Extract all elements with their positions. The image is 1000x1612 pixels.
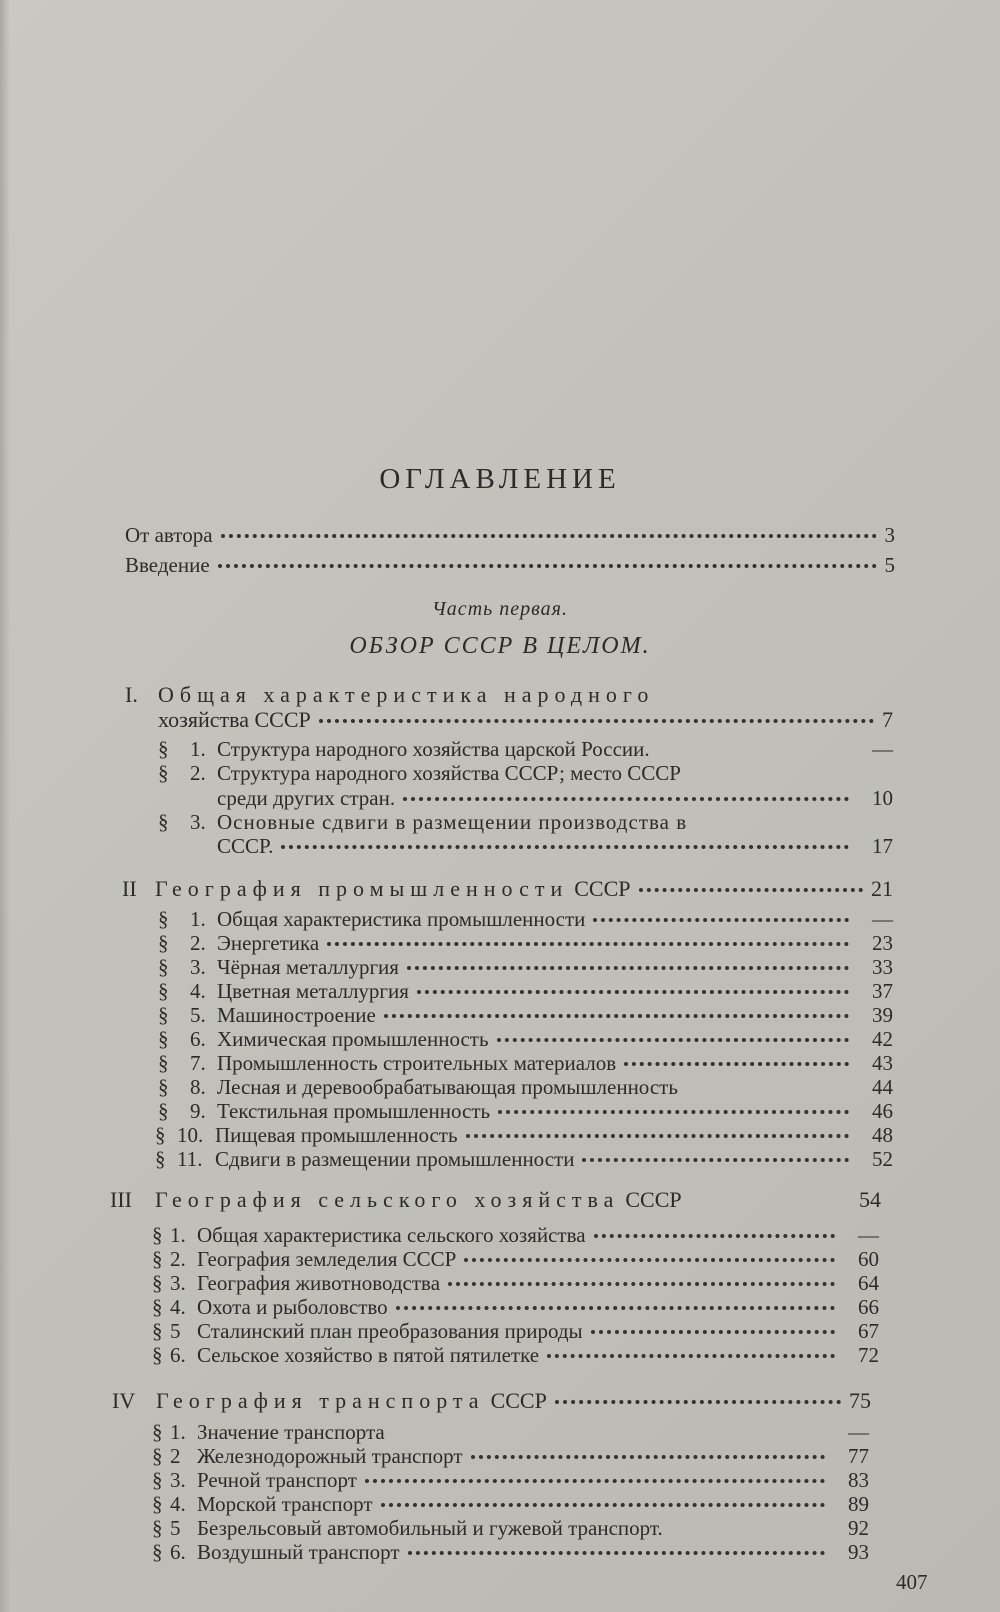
dot-leader [221,534,877,538]
section-title: Текстильная промышленность [217,1099,491,1123]
section-page: 46 [872,1099,893,1123]
section-mark: § [158,1027,169,1051]
chapter-title-line2: хозяйства СССР [158,707,311,732]
dot-leader [327,942,849,946]
toc-section [152,1223,879,1248]
dot-leader [396,1306,835,1310]
section-mark: § [152,1492,163,1516]
section-number: 10. [177,1123,204,1147]
section-title: Основные сдвиги в размещении производства в [217,810,688,834]
section-title: Чёрная металлургия [217,955,399,979]
toc-section [155,1123,893,1148]
section-number: 11. [177,1147,203,1171]
section-number: 1. [170,1420,186,1444]
dot-leader [639,888,864,892]
section-title: Машиностроение [217,1003,376,1027]
section-page: 17 [872,834,893,858]
section-title: Морской транспорт [197,1492,373,1516]
section-number: 3. [170,1271,186,1295]
toc-entry-label: От автора [125,523,213,547]
section-number: 2 [170,1444,181,1468]
section-mark: § [152,1223,163,1247]
chapter-roman: II [122,876,137,901]
section-title: Железнодорожный транспорт [197,1444,463,1468]
section-title: Сельское хозяйство в пятой пятилетке [197,1343,540,1367]
toc-section [152,1319,879,1344]
toc-section [158,761,681,786]
toc-entry-introduction [125,553,895,578]
section-title: Воздушный транспорт [197,1540,400,1564]
chapter-page: 21 [871,876,893,901]
section-number: 3. [170,1468,186,1492]
section-mark: § [152,1420,163,1444]
toc-section [152,1343,879,1368]
section-page: 42 [872,1027,893,1051]
section-page: 23 [872,931,893,955]
chapter-title: Общая характеристика народного [158,682,655,707]
section-mark: § [152,1247,163,1271]
section-page: 44 [872,1075,893,1099]
section-title: Структура народного хозяйства царской России. [217,737,650,761]
section-mark: § [152,1540,163,1564]
section-page: 66 [858,1295,879,1319]
toc-section [152,1295,879,1320]
section-number: 1. [190,737,206,761]
dot-leader [497,1038,849,1042]
chapter-title: География сельского хозяйства [155,1187,620,1212]
chapter-page: 54 [859,1187,881,1212]
section-number: 5. [190,1003,206,1027]
section-page: 93 [848,1540,869,1564]
chapter-title: География промышленности [155,876,569,901]
toc-section [158,810,687,835]
chapter-roman: IV [112,1388,136,1413]
section-mark: § [152,1319,163,1343]
section-title-line2: среди других стран. [217,786,396,810]
section-title: Структура народного хозяйства СССР; место СССР [217,761,681,785]
section-page: — [872,907,893,931]
dot-leader [403,797,849,801]
dot-leader [365,1479,825,1483]
dot-leader [498,1110,849,1114]
section-number: 4. [170,1295,186,1319]
section-number: 2. [170,1247,186,1271]
section-page: — [872,737,893,761]
chapter-page: 75 [849,1388,871,1413]
section-mark: § [158,907,169,931]
chapter-heading-1 [125,682,654,708]
toc-section [158,1003,893,1028]
toc-entry-from-author [125,523,895,548]
section-title: Промышленность строительных материалов [217,1051,617,1075]
section-page: 60 [858,1247,879,1271]
section-mark: § [152,1271,163,1295]
section-number: 5 [170,1319,181,1343]
section-number: 3. [190,955,206,979]
chapter-page: 7 [882,707,893,732]
chapter-heading-1-line2 [158,707,893,733]
dot-leader [464,1258,835,1262]
section-title: Общая характеристика промышленности [217,907,586,931]
section-page: — [848,1420,869,1444]
dot-leader [555,1400,841,1404]
chapter-heading-3 [110,1187,881,1213]
page-edge-shadow [0,0,10,1612]
section-number: 6. [170,1343,186,1367]
section-title: Речной транспорт [197,1468,357,1492]
section-mark: § [152,1444,163,1468]
dot-leader [591,1330,835,1334]
section-number: 4. [170,1492,186,1516]
toc-section [152,1516,869,1541]
chapter-heading-2 [122,876,893,902]
section-title: Сталинский план преобразования природы [197,1319,583,1343]
toc-section-continued [217,834,893,859]
dot-leader [594,1234,835,1238]
section-number: 5 [170,1516,181,1540]
section-page: — [858,1223,879,1247]
section-page: 39 [872,1003,893,1027]
section-mark: § [158,1099,169,1123]
part-title: ОБЗОР СССР В ЦЕЛОМ. [349,633,651,659]
section-mark: § [158,1003,169,1027]
chapter-title: География транспорта [156,1388,485,1413]
toc-section-continued [217,786,893,811]
section-mark: § [158,979,169,1003]
toc-section [152,1492,869,1517]
toc-section [152,1271,879,1296]
toc-title: ОГЛАВЛЕНИЕ [379,463,621,495]
chapter-title-tail: СССР [574,876,631,901]
section-page: 72 [858,1343,879,1367]
dot-leader [407,966,849,970]
section-page: 83 [848,1468,869,1492]
chapter-roman: I. [125,682,138,707]
chapter-title-tail: СССР [625,1187,682,1212]
section-number: 6. [170,1540,186,1564]
section-mark: § [158,931,169,955]
section-number: 8. [190,1075,206,1099]
toc-section [158,1051,893,1076]
chapter-roman: III [110,1187,132,1212]
toc-section [152,1468,869,1493]
dot-leader [624,1062,849,1066]
dot-leader [448,1282,835,1286]
section-mark: § [152,1343,163,1367]
toc-section [152,1420,869,1445]
section-number: 6. [190,1027,206,1051]
toc-section [158,1075,893,1100]
toc-section [158,1027,893,1052]
section-page: 92 [848,1516,869,1540]
section-mark: § [152,1516,163,1540]
chapter-heading-4 [112,1388,871,1414]
section-title: Энергетика [217,931,320,955]
dot-leader [547,1354,835,1358]
section-number: 1. [170,1223,186,1247]
section-mark: § [158,1075,169,1099]
section-mark: § [158,761,169,785]
section-mark: § [152,1295,163,1319]
dot-leader [384,1014,849,1018]
section-title: Пищевая промышленность [215,1123,458,1147]
section-title: Безрельсовый автомобильный и гужевой транспорт. [197,1516,663,1540]
section-mark: § [155,1147,166,1171]
toc-section [158,737,893,762]
toc-section [158,955,893,980]
section-page: 89 [848,1492,869,1516]
section-title: Цветная металлургия [217,979,409,1003]
section-page: 52 [872,1147,893,1171]
section-number: 3. [190,810,206,834]
section-title: География животноводства [197,1271,441,1295]
dot-leader [281,845,849,849]
section-number: 2. [190,761,206,785]
toc-section [158,907,893,932]
section-page: 10 [872,786,893,810]
section-mark: § [155,1123,166,1147]
toc-section [152,1540,869,1565]
section-page: 77 [848,1444,869,1468]
dot-leader [218,564,877,568]
dot-leader [408,1551,825,1555]
chapter-title-tail: СССР [490,1388,547,1413]
section-page: 37 [872,979,893,1003]
dot-leader [471,1455,825,1459]
section-mark: § [158,737,169,761]
section-mark: § [152,1468,163,1492]
section-mark: § [158,1051,169,1075]
section-title: География земледелия СССР [197,1247,457,1271]
section-number: 4. [190,979,206,1003]
section-title: Охота и рыболовство [197,1295,388,1319]
section-title: Сдвиги в размещении промышленности [215,1147,575,1171]
section-page: 33 [872,955,893,979]
section-page: 67 [858,1319,879,1343]
section-title: Значение транспорта [197,1420,385,1444]
section-page: 64 [858,1271,879,1295]
dot-leader [593,918,849,922]
section-title: Химическая промышленность [217,1027,489,1051]
section-number: 7. [190,1051,206,1075]
section-page: 48 [872,1123,893,1147]
page-number: 407 [896,1570,928,1594]
toc-section [158,1099,893,1124]
dot-leader [381,1503,825,1507]
part-label: Часть первая. [432,598,568,620]
toc-section [152,1444,869,1469]
section-number: 1. [190,907,206,931]
section-title-line2: СССР. [217,834,274,858]
toc-section [155,1147,893,1172]
section-title: Лесная и деревообрабатывающая промышленность [217,1075,678,1099]
dot-leader [417,990,849,994]
toc-section [158,979,893,1004]
toc-entry-page: 5 [884,553,895,577]
section-number: 9. [190,1099,206,1123]
section-title: Общая характеристика сельского хозяйства [197,1223,586,1247]
section-number: 2. [190,931,206,955]
toc-section [158,931,893,956]
section-mark: § [158,810,169,834]
dot-leader [466,1134,849,1138]
toc-entry-label: Введение [125,553,210,577]
dot-leader [582,1158,849,1162]
toc-section [152,1247,879,1272]
dot-leader [319,719,874,723]
section-page: 43 [872,1051,893,1075]
toc-entry-page: 3 [884,523,895,547]
section-mark: § [158,955,169,979]
